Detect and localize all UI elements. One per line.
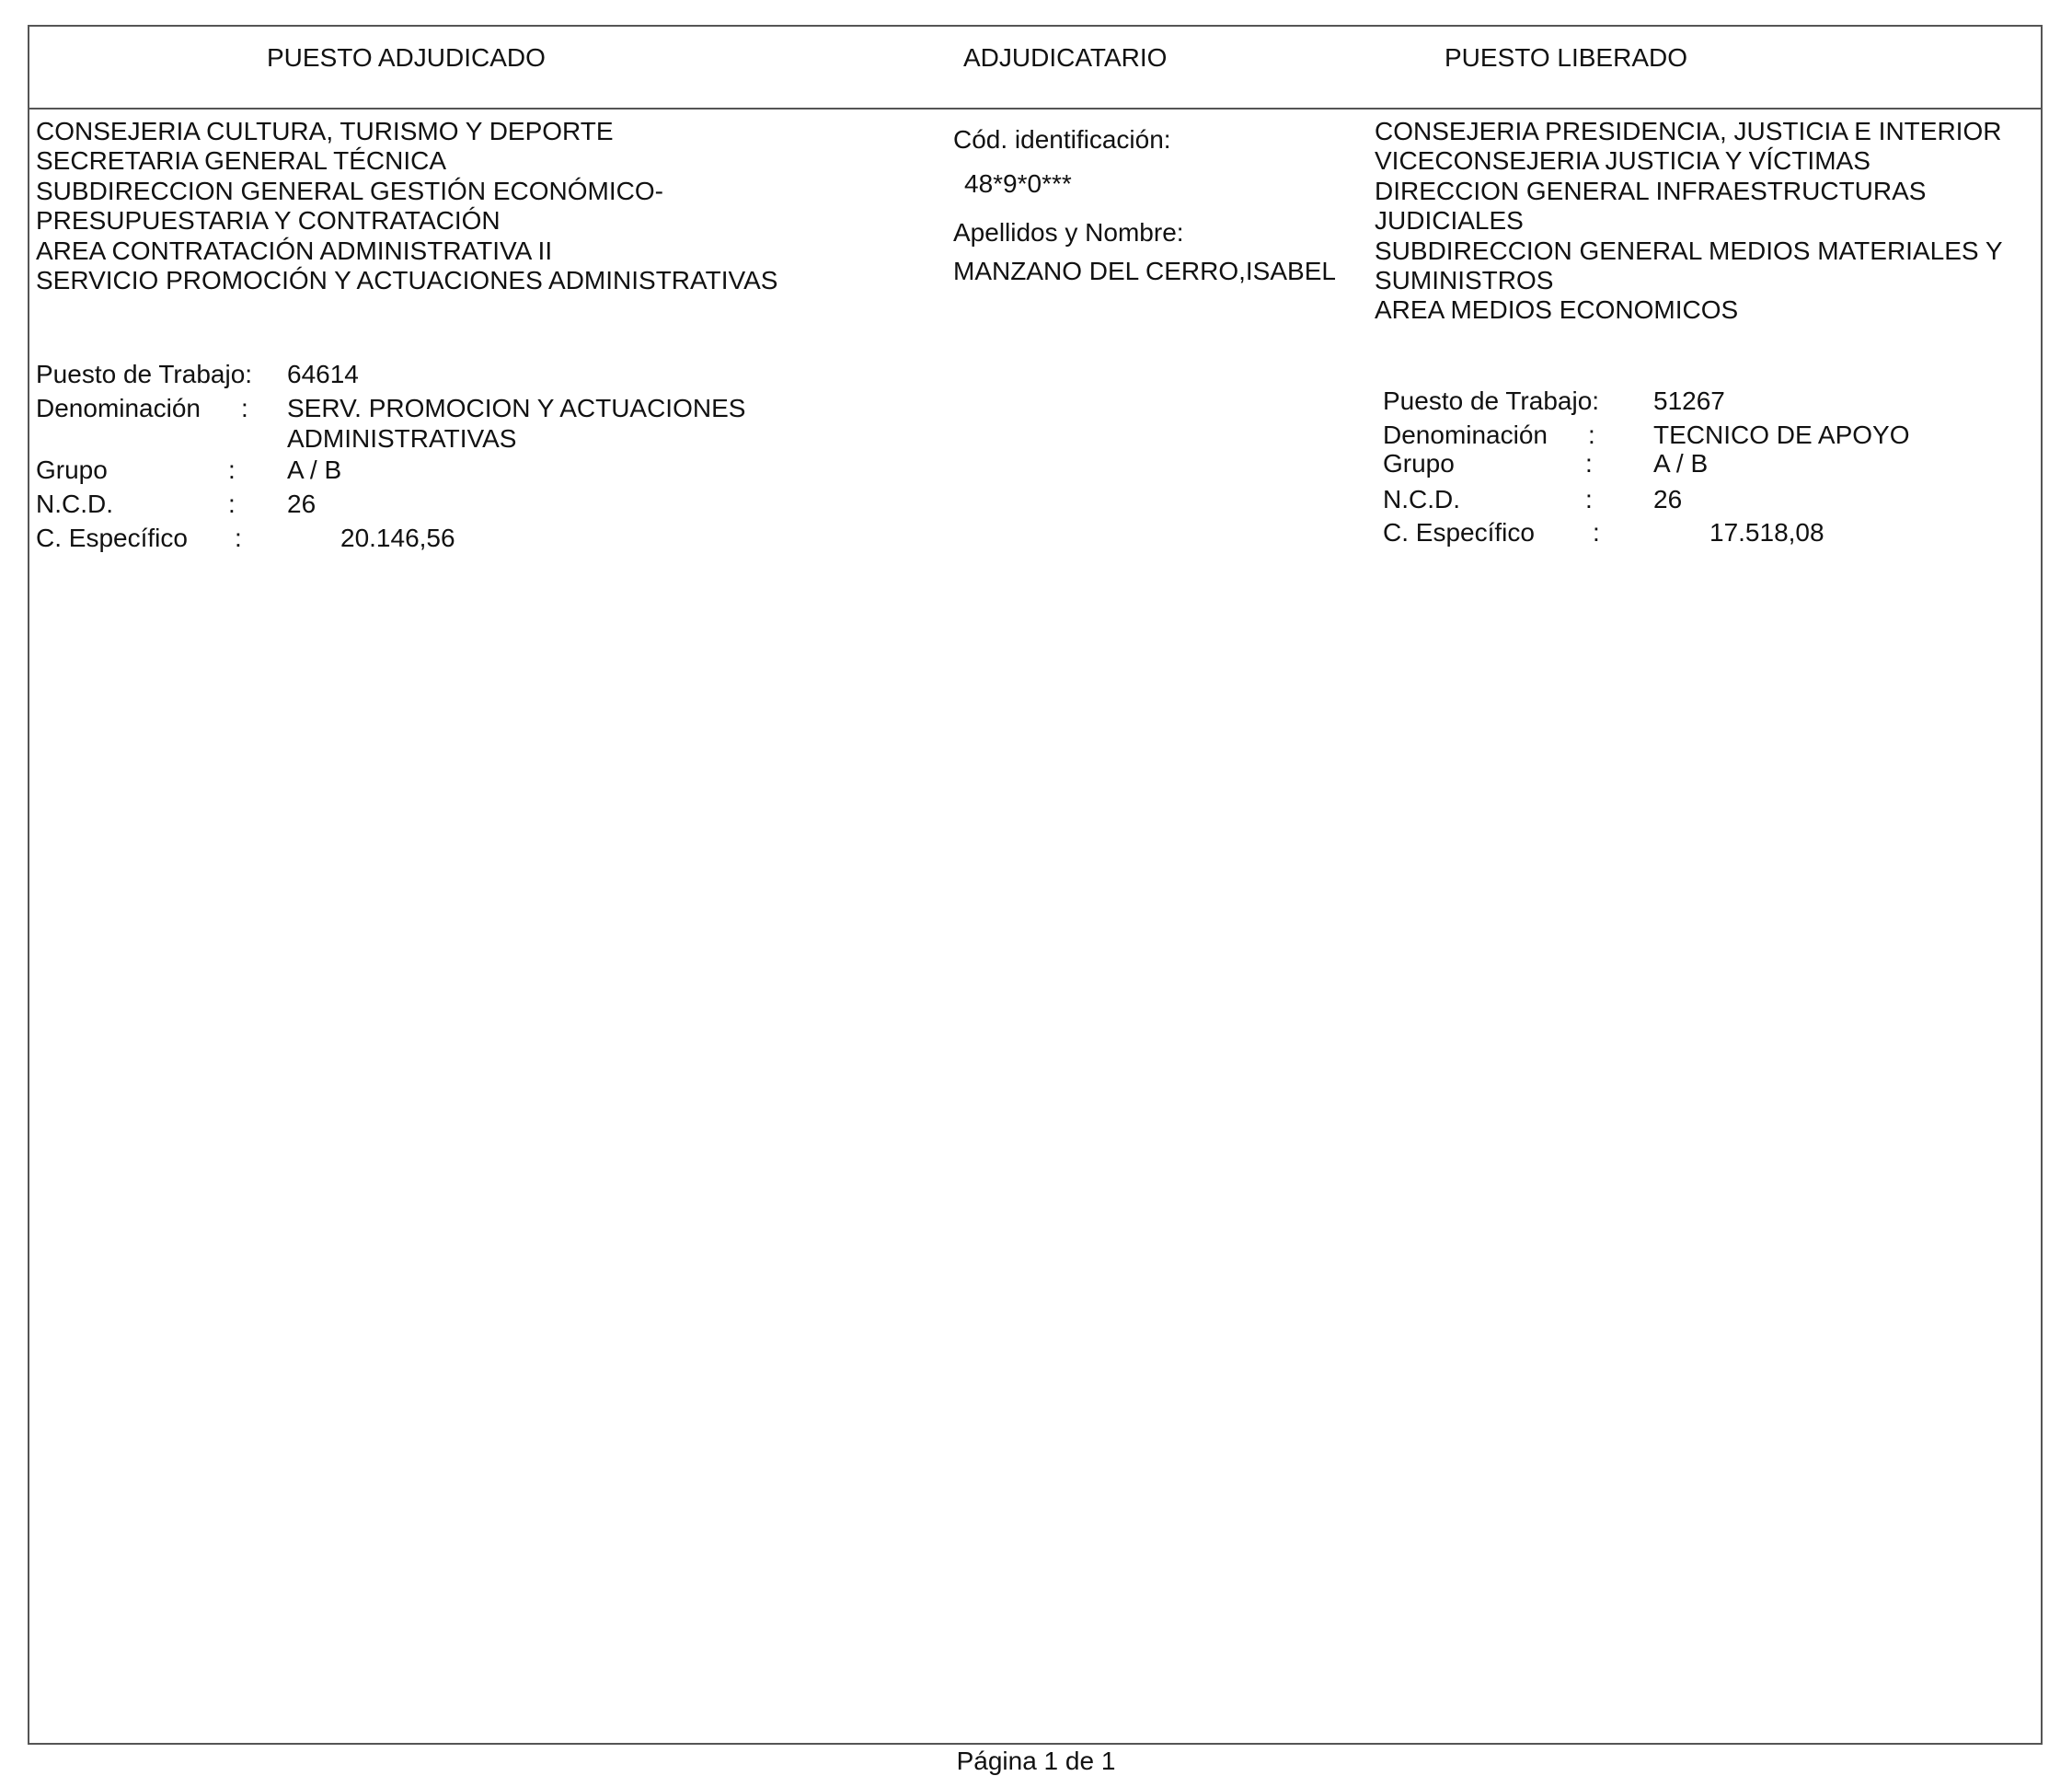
header-adjudicatario: ADJUDICATARIO — [963, 43, 1168, 72]
header-puesto-adjudicado: PUESTO ADJUDICADO — [267, 43, 546, 72]
colon: : — [241, 394, 248, 422]
adjudicado-denominacion-label: Denominación — [36, 394, 201, 422]
table-header — [29, 27, 2041, 110]
adjudicatario-nombre-value: MANZANO DEL CERRO,ISABEL — [953, 257, 1336, 285]
liberado-puesto-value: 51267 — [1653, 386, 1725, 415]
org-line: JUDICIALES — [1375, 206, 1524, 236]
org-line: DIRECCION GENERAL INFRAESTRUCTURAS — [1375, 176, 1927, 205]
org-line: SECRETARIA GENERAL TÉCNICA — [36, 146, 447, 176]
org-line: AREA CONTRATACIÓN ADMINISTRATIVA II — [36, 236, 553, 265]
adjudicatario-nombre-label: Apellidos y Nombre: — [953, 218, 1184, 247]
org-line: AREA MEDIOS ECONOMICOS — [1375, 295, 1739, 325]
liberado-grupo-label: Grupo — [1383, 449, 1455, 478]
colon: : — [235, 524, 242, 552]
liberado-ncd-value: 26 — [1653, 485, 1683, 513]
org-line: SUBDIRECCION GENERAL GESTIÓN ECONÓMICO- — [36, 176, 663, 205]
adjudicado-especifico-value: 20.146,56 — [340, 524, 455, 552]
liberado-denominacion-label: Denominación — [1383, 421, 1548, 449]
adjudicatario-cod-label: Cód. identificación: — [953, 125, 1171, 154]
colon: : — [1588, 421, 1595, 449]
org-line: PRESUPUESTARIA Y CONTRATACIÓN — [36, 206, 501, 236]
org-line: SERVICIO PROMOCIÓN Y ACTUACIONES ADMINISTRATIVAS — [36, 266, 778, 295]
page-number: Página 1 de 1 — [956, 1747, 1116, 1775]
colon: : — [228, 456, 236, 484]
colon: : — [1585, 449, 1593, 478]
org-line: VICECONSEJERIA JUSTICIA Y VÍCTIMAS — [1375, 146, 1871, 176]
org-line: CONSEJERIA CULTURA, TURISMO Y DEPORTE — [36, 117, 614, 145]
liberado-ncd-label: N.C.D. — [1383, 485, 1460, 513]
adjudicado-especifico-label: C. Específico — [36, 524, 188, 552]
adjudicado-ncd-value: 26 — [287, 490, 317, 518]
org-line: CONSEJERIA PRESIDENCIA, JUSTICIA E INTERIOR — [1375, 117, 2002, 145]
adjudicado-grupo-label: Grupo — [36, 456, 108, 484]
liberado-org-block — [1375, 117, 2003, 326]
adjudicado-puesto-value: 64614 — [287, 360, 359, 388]
liberado-especifico-label: C. Específico — [1383, 518, 1535, 547]
colon: : — [228, 490, 236, 518]
org-line: SUBDIRECCION GENERAL MEDIOS MATERIALES Y — [1375, 236, 2003, 265]
liberado-denominacion-value: TECNICO DE APOYO — [1653, 421, 1910, 449]
colon: : — [1593, 518, 1600, 547]
colon: : — [1585, 485, 1593, 513]
org-line: SUMINISTROS — [1375, 266, 1554, 295]
liberado-puesto-label: Puesto de Trabajo: — [1383, 386, 1600, 415]
adjudicado-puesto-label: Puesto de Trabajo: — [36, 360, 253, 388]
adjudicatario-cod-value: 48*9*0*** — [964, 169, 1072, 198]
adjudicado-denominacion-value: SERV. PROMOCION Y ACTUACIONES — [287, 394, 746, 422]
header-puesto-liberado: PUESTO LIBERADO — [1445, 43, 1688, 72]
adjudicado-org-block — [36, 117, 777, 295]
adjudicado-denominacion-value-cont: ADMINISTRATIVAS — [287, 424, 517, 453]
adjudicado-ncd-label: N.C.D. — [36, 490, 113, 518]
adjudicado-grupo-value: A / B — [287, 456, 342, 484]
liberado-especifico-value: 17.518,08 — [1709, 518, 1825, 547]
liberado-grupo-value: A / B — [1653, 449, 1709, 478]
